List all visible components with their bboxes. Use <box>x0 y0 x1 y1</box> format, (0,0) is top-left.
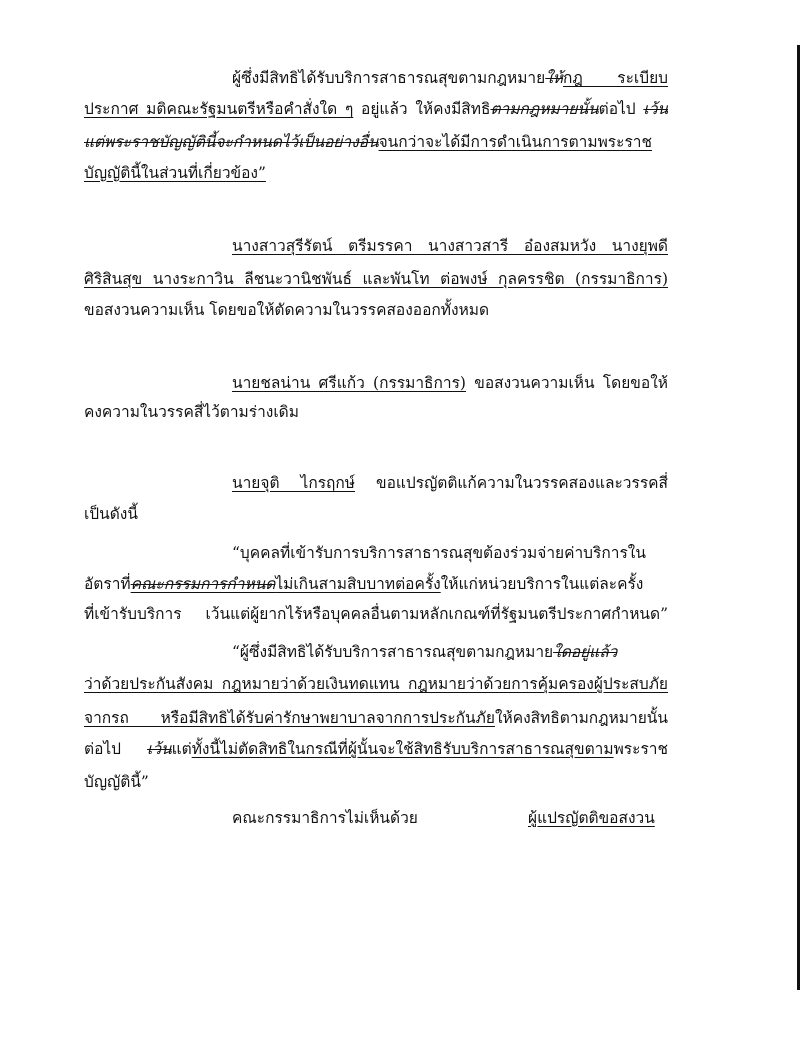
q2-line-4 <box>84 737 668 761</box>
q2-text: พระราช <box>613 740 668 758</box>
p1-inserted-text: บัญญัตินี้ในส่วนที่เกี่ยวข้อง” <box>84 164 266 182</box>
p1-deleted-text: ตามกฎหมายนั้น <box>490 100 599 118</box>
p1-text: ผู้ซึ่งมีสิทธิได้รับบริการสาธารณสุขตามกฎหมาย <box>232 69 546 87</box>
p1-line-4 <box>84 161 668 185</box>
q2-text: “ผู้ซึ่งมีสิทธิได้รับบริการสาธารณสุขตามกฎหมาย <box>232 643 554 661</box>
p1-deleted-text: ให้ <box>545 69 564 87</box>
p3-text: ขอสงวนความเห็น โดยขอให้ <box>465 374 668 392</box>
p3-line-2 <box>84 400 668 424</box>
p1-line-1 <box>232 66 668 90</box>
p2-line-2 <box>84 267 668 291</box>
p1-line-3 <box>84 130 668 154</box>
p1-text: ต่อไป <box>598 100 644 118</box>
q2-text: แต่ <box>171 740 192 758</box>
p1-inserted-text: กฎ ระเบียบ <box>563 69 668 87</box>
p4-text: ขอแปรญัตติแก้ความในวรรคสองและวรรคสี่ <box>355 474 668 492</box>
q2-text: บัญญัตินี้” <box>84 773 149 791</box>
committee-members-names: ศิริสินสุข นางระกาวิน ลีชนะวานิชพันธ์ และพันโท ต่อพงษ์ กุลครรชิต (กรรมาธิการ) <box>84 270 668 288</box>
q1-text: ให้แก่หน่วยบริการในแต่ละครั้ง <box>440 575 644 593</box>
p2-line-3 <box>84 298 668 322</box>
q2-inserted-text: ทั้งนี้ไม่ตัดสิทธิในกรณีที่ผู้นั้นจะใช้สิทธิรับบริการสาธารณสุขตาม <box>191 740 614 758</box>
q2-line-3 <box>84 706 668 730</box>
p1-text: อยู่แล้ว ให้คงมีสิทธิ <box>353 100 491 118</box>
p4-line-1 <box>232 471 668 495</box>
q2-deleted-text: เว้น <box>147 740 172 758</box>
p4-text: เป็นดังนี้ <box>84 505 138 523</box>
q2-text: ต่อไป <box>84 740 148 758</box>
q2-inserted-text: จากรถ หรือมีสิทธิได้รับค่ารักษาพยาบาลจากการประกันภัย <box>84 709 495 727</box>
q1-inserted-text: ไม่เกินสามสิบบาทต่อครั้ง <box>275 575 441 593</box>
q1-deleted-text: คณะกรรมการกำหนด <box>130 575 276 593</box>
p1-deleted-text: เว้น <box>643 100 668 118</box>
p1-line-2 <box>84 97 668 121</box>
committee-members-names: นางสาวสุรีรัตน์ ตรีมรรคา นางสาวสารี อ๋องสมหวัง นางยุพดี <box>232 237 668 255</box>
q1-line-2 <box>84 572 668 596</box>
q2-inserted-text: ว่าด้วยประกันสังคม กฎหมายว่าด้วยเงินทดแทน กฎหมายว่าด้วยการคุ้มครองผู้ประสบภัย <box>84 675 668 693</box>
p3-text: คงความในวรรคสี่ไว้ตามร่างเดิม <box>84 403 299 421</box>
member-name: นายจุติ ไกรฤกษ์ <box>232 474 356 492</box>
q1-text: อัตราที่ <box>84 575 131 593</box>
reservation-note: ผู้แปรญัตติขอสงวน <box>528 809 655 827</box>
p4-line-2 <box>84 502 668 526</box>
committee-member-name: นายชลน่าน ศรีแก้ว (กรรมาธิการ) <box>232 374 466 392</box>
p1-deleted-text: แต่พระราชบัญญัตินี้จะกำหนดไว้เป็นอย่างอื่น <box>84 133 379 151</box>
q2-line-5 <box>84 770 668 794</box>
p2-line-1 <box>232 234 668 258</box>
q1-text: “บุคคลที่เข้ารับการบริการสาธารณสุขต้องร่วมจ่ายค่าบริการใน <box>232 544 646 562</box>
q1-text: ที่เข้ารับบริการ เว้นแต่ผู้ยากไร้หรือบุคคลอื่นตามหลักเกณฑ์ที่รัฐมนตรีประกาศกำหนด” <box>84 605 668 623</box>
p3-line-1 <box>232 371 668 395</box>
p2-text: ขอสงวนความเห็น โดยขอให้ตัดความในวรรคสองออกทั้งหมด <box>84 301 490 319</box>
q1-line-1 <box>232 541 668 565</box>
q2-deleted-text: ใดอยู่แล้ว <box>553 643 618 661</box>
p1-inserted-text: จนกว่าจะได้มีการดำเนินการตามพระราช <box>378 133 653 151</box>
p1-inserted-text: ประกาศ มติคณะรัฐมนตรีหรือคำสั่งใด ๆ <box>84 100 354 118</box>
committee-disagree-note: คณะกรรมาธิการไม่เห็นด้วย <box>232 809 418 827</box>
q1-line-3 <box>84 602 668 626</box>
q2-text: ให้คงสิทธิตามกฎหมายนั้น <box>494 709 668 727</box>
q2-line-1 <box>232 640 668 664</box>
q2-line-2 <box>84 672 668 696</box>
